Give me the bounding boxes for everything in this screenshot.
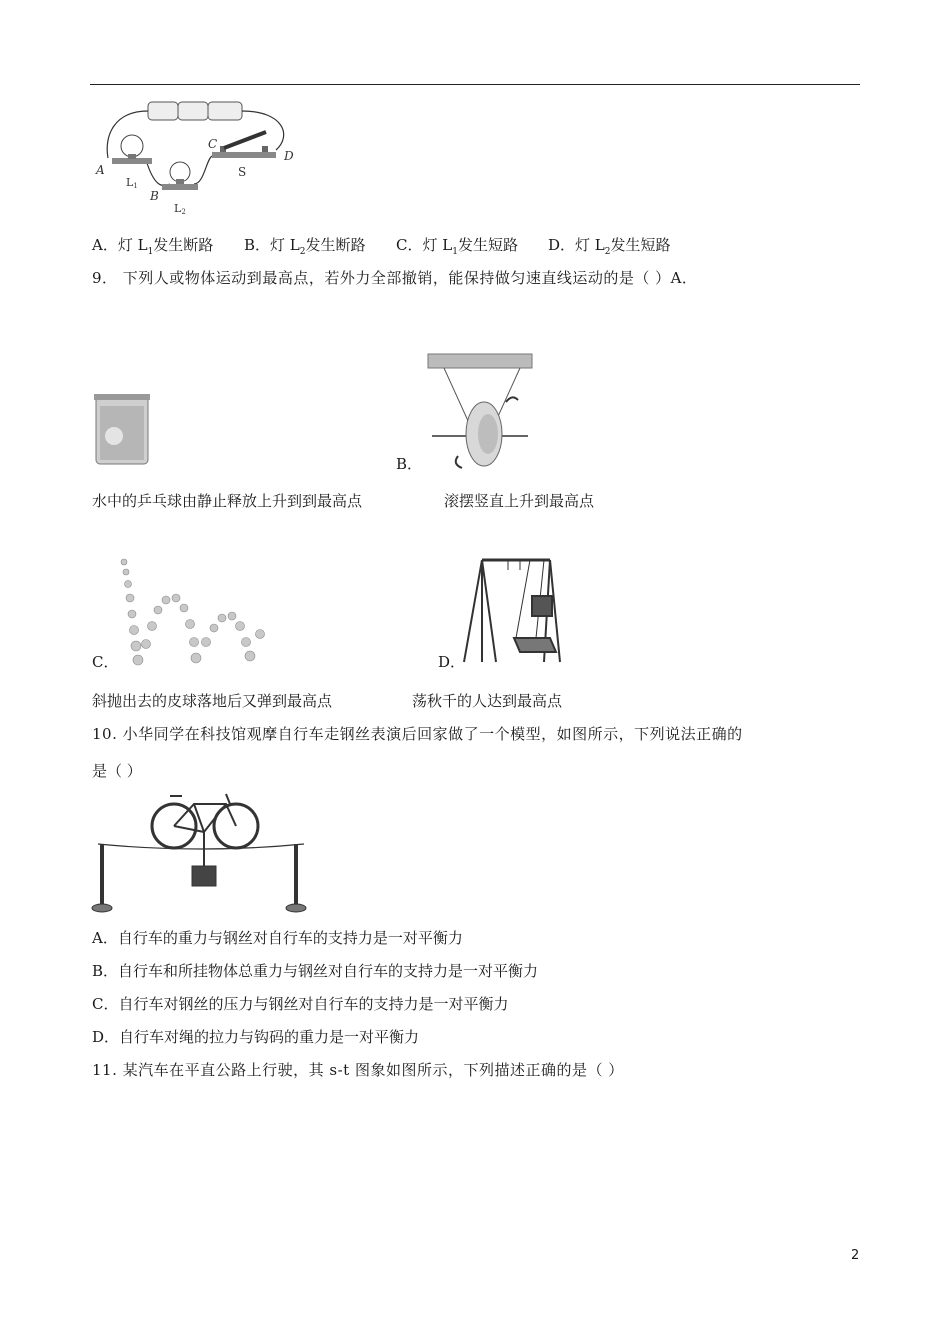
label-l2: L2 (174, 202, 186, 216)
q9-caption-b: 滚摆竖直上升到最高点 (444, 492, 595, 510)
label-a: A (96, 163, 105, 177)
q8-option-c[interactable]: C．灯 $L_1$发生短路 (396, 236, 518, 257)
q9-stem: 9． 下列人或物体运动到最高点，若外力全部撤销，能保持做匀速直线运动的是（ ）A． (92, 269, 698, 287)
q11-stem: 11. 某汽车在平直公路上行驶，其 s-t 图象如图所示，下列描述正确的是（ ） (92, 1061, 624, 1079)
label-d: D (284, 149, 294, 163)
q10-stem-line1: 10. 小华同学在科技馆观摩自行车走钢丝表演后回家做了一个模型，如图所示，下列说法正确的 (92, 725, 743, 743)
q8-option-d[interactable]: D．灯 $L_2$发生短路 (548, 236, 671, 257)
label-l1: L1 (126, 176, 138, 190)
q10-option-d[interactable]: D．自行车对绳的拉力与钩码的重力是一对平衡力 (92, 1028, 420, 1046)
q8-option-a[interactable]: A．灯 $L_1$发生断路 (92, 236, 214, 257)
bicycle-wire-figure (90, 790, 312, 914)
swing-figure (460, 554, 578, 666)
q9-option-c-label[interactable]: C． (92, 653, 119, 671)
q10-option-b[interactable]: B．自行车和所挂物体总重力与钢丝对自行车的支持力是一对平衡力 (92, 962, 539, 980)
maxwell-wheel-figure (424, 352, 536, 470)
q10-option-a[interactable]: A．自行车的重力与钢丝对自行车的支持力是一对平衡力 (92, 929, 463, 947)
circuit-figure (94, 96, 304, 218)
bouncing-ball-figure (116, 556, 266, 668)
q9-option-d-label[interactable]: D． (438, 653, 466, 671)
page-number: 2 (851, 1248, 860, 1263)
q10-stem-line2: 是（ ） (92, 762, 142, 780)
label-c: C (208, 137, 218, 151)
q9-caption-a: 水中的乒乓球由静止释放上升到到最高点 (92, 492, 363, 510)
q9-caption-d: 荡秋千的人达到最高点 (412, 692, 563, 710)
q9-caption-c: 斜抛出去的皮球落地后又弹到最高点 (92, 692, 333, 710)
label-b: B (150, 189, 159, 203)
beaker-figure (92, 392, 152, 468)
label-s: S (238, 165, 247, 179)
q10-option-c[interactable]: C．自行车对钢丝的压力与钢丝对自行车的支持力是一对平衡力 (92, 995, 509, 1013)
header-rule (90, 84, 860, 85)
q9-option-b-label[interactable]: B． (396, 455, 423, 473)
q8-option-b[interactable]: B．灯 $L_2$发生断路 (244, 236, 366, 257)
